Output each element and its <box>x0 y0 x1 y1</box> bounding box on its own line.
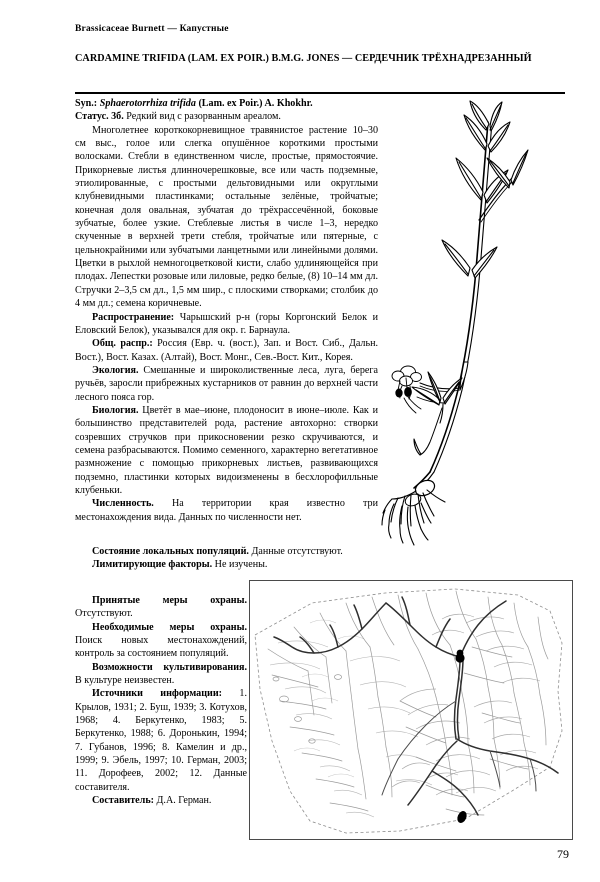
ecology-label: Экология. <box>92 364 139 376</box>
author-text: Д.А. Герман. <box>156 795 212 807</box>
paragraph-description <box>75 124 378 311</box>
protection-taken-label: Принятые меры охраны. <box>92 595 247 606</box>
description-text: Многолетнее короткокорневищное травянистое растение 10–30 см выс., голое или слегка опушённое короткими простыми волосками. Стебли в единственном числе, простые, прямостоячие. Прикорневые листья длинночерешковые, все или часть подземные, этиолированные, с простыми дельтовидными или округлыми клубневидными пластинками; остальные зелёные, тройчатые; конечная доля овальная, зубчатая до трёхрассечённой, боковые зубчатые, более узкие. Стеблевые листья в числе 1–3, нередко скученные в верхней трети стебля, тройчатые или пятерные, с цельнокрайними или зубчатыми ланцетными или линейными долями. Цветки в рыхлой немногоцветковой кисти, слабо удлиняющейся при плодах. Лепестки розовые или лиловые, редко белые, (8) 10–14 мм дл. Стручки 2–3,5 см дл., 1,5 мм шир., с плоскими створками; столбик до 4 мм дл.; семена коричневые. <box>75 124 378 310</box>
cultivation-text: В культуре неизвестен. <box>75 675 175 687</box>
paragraph-biology <box>75 404 378 497</box>
biology-label: Биология. <box>92 404 139 416</box>
paragraph-local-populations <box>75 545 378 558</box>
entry-text-lower <box>75 594 247 808</box>
cultivation-label: Возможности культивирования. <box>92 661 247 673</box>
local-populations-text: Данные отсутствуют. <box>251 546 343 557</box>
paragraph-sources <box>75 687 247 794</box>
paragraph-status <box>75 110 378 123</box>
plant-illustration-svg <box>380 100 570 555</box>
species-title: CARDAMINE TRIFIDA (LAM. EX POIR.) B.M.G. JONES — СЕРДЕЧНИК ТРЁХНАДРЕЗАННЫЙ <box>75 53 532 64</box>
general-distribution-text: Россия (Евр. ч. (вост.), Зап. и Вост. Сиб., Дальн. Вост.), Вост. Казах. (Алтай), Вост. Монг., Сев.-Вост. Кит., Корея. <box>75 338 378 363</box>
ecology-text: Смешанные и широколиственные леса, луга, берега ручьёв, заросли прибрежных кустарников от равнин до верхней части лесного пояса гор. <box>75 364 378 403</box>
distribution-text: Чарышский р-н (горы Коргонский Белок и Еловский Белок), указывался для окр. г. Барнаула. <box>75 311 378 336</box>
page-number: 79 <box>557 847 569 861</box>
protection-taken-text: Отсутствуют. <box>75 608 133 620</box>
sources-text: 1. Крылов, 1931; 2. Буш, 1939; 3. Котухов, 1968; 4. Беркутенко, 1983; 5. Беркутенко, 1988; 6. Доронькин, 1994; 7. Губанов, 1996; 8. Камелин и др., 1999; 9. Эбель, 1997; 10. Герман, 2003; 11. Дорофеев, 2002; 12. Данные составителя. <box>75 688 247 793</box>
paragraph-protection-needed <box>75 621 247 661</box>
family-heading: Brassicaceae Burnett — Капустные <box>75 24 229 34</box>
distribution-label: Распространение: <box>92 311 175 323</box>
paragraph-abundance <box>75 497 378 524</box>
paragraph-distribution <box>75 311 378 338</box>
paragraph-protection-taken <box>75 594 247 621</box>
paragraph-author <box>75 794 247 807</box>
header-rule <box>75 92 565 94</box>
entry-text-middle <box>75 545 378 572</box>
author-label: Составитель: <box>92 795 155 807</box>
paragraph-ecology <box>75 364 378 404</box>
abundance-label: Численность. <box>92 498 154 510</box>
biology-text: Цветёт в мае–июне, плодоносит в июне–июле. Как и большинство представителей рода, растение автохорно: створки созревших стручков при прикосновении резко скручиваются, и семена разбрасываются. Помимо семенного, характерно вегетативное размножение с помощью прикорневых листьев, развивающихся подземно, пластинки которых видоизменены в бесхлорофилльные клубеньки. <box>75 404 378 496</box>
plant-illustration <box>380 100 570 555</box>
abundance-text: На территории края известно три местонахождения вида. Данных по численности нет. <box>75 498 378 523</box>
paragraph-synonym <box>75 97 378 110</box>
map-locality-dot <box>457 650 464 657</box>
distribution-map <box>249 580 573 840</box>
protection-needed-label: Необходимые меры охраны. <box>92 621 247 633</box>
limiting-factors-label: Лимитирующие факторы. <box>92 559 213 571</box>
general-distribution-label: Общ. распр.: <box>92 338 153 350</box>
local-populations-label: Состояние локальных популяций. <box>92 546 249 557</box>
limiting-factors-text: Не изучены. <box>214 559 268 571</box>
paragraph-cultivation <box>75 661 247 688</box>
synonym-italic: Sphaerotorrhiza trifida <box>99 98 196 109</box>
synonym-label: Syn.: <box>75 98 98 109</box>
paragraph-limiting-factors <box>75 558 378 571</box>
paragraph-general-distribution <box>75 337 378 364</box>
sources-label: Источники информации: <box>92 688 223 700</box>
entry-text-upper <box>75 97 378 524</box>
protection-needed-text: Поиск новых местонахождений, контроль за состоянием популяций. <box>75 635 247 660</box>
synonym-rest: (Lam. ex Poir.) A. Khokhr. <box>198 98 313 109</box>
status-label: Статус. 3б. <box>75 111 124 123</box>
status-text: Редкий вид с разорванным ареалом. <box>126 111 281 123</box>
distribution-map-svg <box>250 581 570 837</box>
